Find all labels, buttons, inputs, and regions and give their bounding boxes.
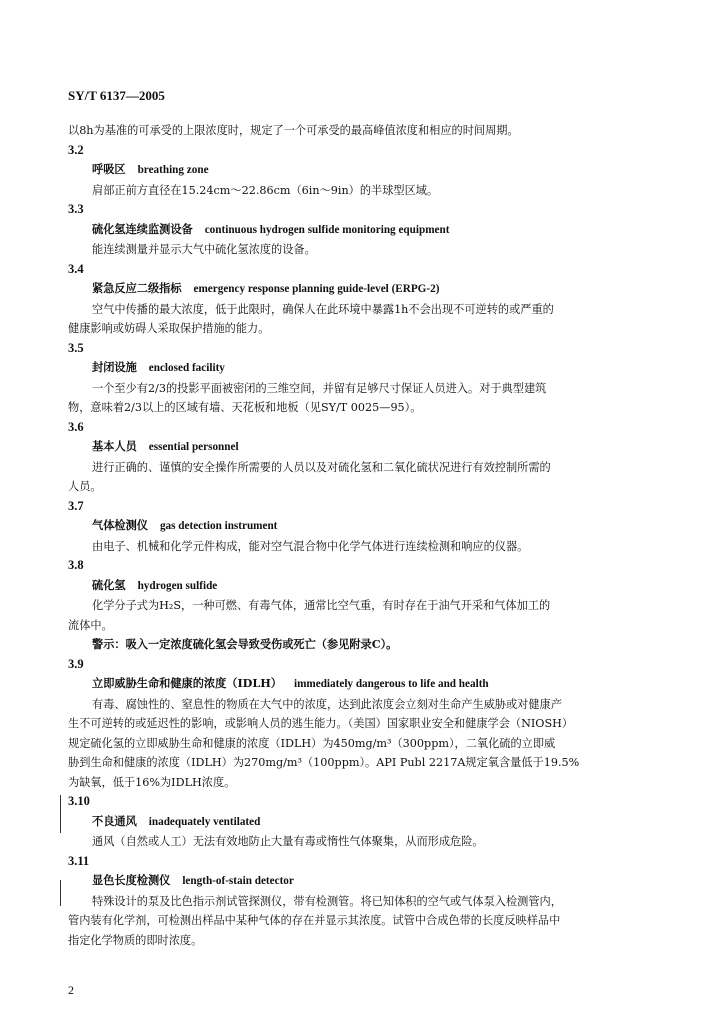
- definition-line: 空气中传播的最大浓度，低于此限时，确保人在此环境中暴露1h不会出现不可逆转的或严重的: [92, 302, 554, 316]
- term-heading: [68, 576, 668, 597]
- term-chinese: 显色长度检测仪: [92, 873, 171, 887]
- term-section: [68, 200, 668, 260]
- definition-line: 一个至少有2/3的投影平面被密闭的三维空间，并留有足够尺寸保证人员进入。对于典型建筑: [92, 381, 547, 395]
- term-heading: [68, 871, 668, 892]
- definition-line: 进行正确的、谨慎的安全操作所需要的人员以及对硫化氢和二氧化硫状况进行有效控制所需的: [92, 460, 551, 474]
- term-section: [68, 339, 668, 418]
- term-heading: [68, 437, 668, 458]
- clause-number: 3.7: [68, 498, 84, 513]
- term-definition: [68, 300, 668, 339]
- term-chinese: 基本人员: [92, 439, 137, 453]
- page-number: 2: [68, 983, 74, 997]
- definition-line: 流体中。: [68, 618, 113, 632]
- term-chinese: 紧急反应二级指标: [92, 281, 182, 295]
- definition-line: 化学分子式为H₂S，一种可燃、有毒气体，通常比空气重，有时存在于油气开采和气体加工的: [92, 599, 551, 612]
- term-definition: [68, 832, 668, 852]
- revision-bar: [60, 880, 61, 906]
- definition-line: 指定化学物质的即时浓度。: [68, 933, 203, 947]
- clause-number: 3.3: [68, 202, 84, 216]
- clause-number: 3.2: [68, 142, 84, 157]
- term-section: [68, 141, 668, 201]
- term-heading: [68, 220, 668, 241]
- term-section: [68, 497, 668, 557]
- term-definition: [68, 379, 668, 418]
- term-chinese: 封闭设施: [92, 360, 137, 374]
- term-heading: [68, 812, 668, 833]
- term-english: breathing zone: [137, 164, 209, 176]
- term-section: [68, 852, 668, 951]
- term-heading: [68, 279, 668, 300]
- term-chinese: 呼吸区: [92, 162, 126, 176]
- standard-code: SY/T 6137—2005: [68, 88, 165, 103]
- term-definition: [68, 537, 668, 557]
- term-definition: [68, 892, 668, 951]
- definition-line: 为缺氧，低于16%为IDLH浓度。: [68, 775, 236, 789]
- term-section: [68, 792, 668, 852]
- term-definition: [68, 458, 668, 497]
- clause-number: 3.4: [68, 261, 84, 276]
- term-english: hydrogen sulfide: [137, 579, 218, 592]
- definition-line: 胁到生命和健康的浓度（IDLH）为270mg/m³（100ppm）。API Publ 2217A规定氧含量低于19.5%: [68, 756, 580, 769]
- definition-line: 生不可逆转的或延迟性的影响，或影响人员的逃生能力。（美国）国家职业安全和健康学会（NIOSH）: [68, 717, 574, 730]
- term-chinese: 硫化氢连续监测设备: [92, 221, 193, 236]
- warning-note: 警示：吸入一定浓度硫化氢会导致受伤或死亡（参见附录C）。: [92, 637, 398, 651]
- term-english: continuous hydrogen sulfide monitoring equipment: [204, 223, 450, 236]
- document-body: [68, 121, 668, 950]
- term-section: [68, 260, 668, 339]
- term-english: enclosed facility: [148, 362, 225, 374]
- term-definition: [68, 596, 668, 635]
- intro-line: 以8h为基准的可承受的上限浓度时，规定了一个可承受的最高峰值浓度和相应的时间周期。: [68, 124, 519, 137]
- clause-number: 3.8: [68, 558, 84, 572]
- term-english: emergency response planning guide-level (ERPG-2): [193, 283, 440, 295]
- term-english: length-of-stain detector: [182, 875, 294, 887]
- term-chinese: 硫化氢: [92, 577, 126, 592]
- definition-line: 肩部正前方直径在15.24cm～22.86cm（6in～9in）的半球型区域。: [92, 183, 439, 197]
- term-definition: [68, 240, 668, 260]
- term-section: [68, 418, 668, 497]
- term-english: gas detection instrument: [159, 520, 278, 532]
- definition-line: 规定硫化氢的立即威胁生命和健康的浓度（IDLH）为450mg/m³（300ppm），二氧化硫的立即威: [68, 736, 556, 750]
- revision-bar: [60, 795, 61, 833]
- clause-number: 3.5: [68, 340, 84, 355]
- term-heading: [68, 516, 668, 537]
- term-english: essential personnel: [148, 441, 239, 453]
- term-heading: [68, 160, 668, 181]
- term-chinese: 不良通风: [92, 813, 137, 828]
- term-definition: [68, 695, 668, 793]
- term-chinese: 立即威胁生命和健康的浓度（IDLH）: [92, 676, 282, 690]
- definition-line: 物，意味着2/3以上的区域有墙、天花板和地板（见SY/T 0025—95）。: [68, 401, 422, 414]
- term-section: [68, 556, 668, 655]
- clause-number: 3.9: [68, 656, 84, 671]
- definition-line: 由电子、机械和化学元件构成，能对空气混合物中化学气体进行连续检测和响应的仪器。: [92, 539, 529, 553]
- term-english: inadequately ventilated: [148, 815, 261, 828]
- definition-line: 管内装有化学剂，可检测出样品中某种气体的存在并显示其浓度。试管中合成色带的长度反映样品中: [68, 914, 561, 927]
- term-section: [68, 655, 668, 793]
- term-chinese: 气体检测仪: [92, 518, 148, 532]
- definition-line: 人员。: [68, 480, 102, 493]
- definition-line: 能连续测量并显示大气中硫化氢浓度的设备。: [92, 243, 316, 256]
- term-english: immediately dangerous to life and health: [294, 678, 489, 690]
- definition-line: 通风（自然或人工）无法有效地防止大量有毒或惰性气体聚集，从而形成危险。: [92, 835, 484, 848]
- definition-line: 特殊设计的泵及比色指示剂试管探测仪，带有检测管。将已知体积的空气或气体泵入检测管内，: [92, 894, 562, 908]
- clause-number: 3.6: [68, 419, 84, 434]
- clause-number: 3.11: [68, 853, 90, 868]
- clause-number: 3.10: [68, 794, 90, 808]
- definition-line: 健康影响或妨碍人采取保护措施的能力。: [68, 322, 270, 335]
- term-heading: [68, 674, 668, 695]
- term-heading: [68, 358, 668, 379]
- definition-line: 有毒、腐蚀性的、窒息性的物质在大气中的浓度，达到此浓度会立刻对生命产生威胁或对健康产: [92, 697, 562, 711]
- term-definition: [68, 181, 668, 201]
